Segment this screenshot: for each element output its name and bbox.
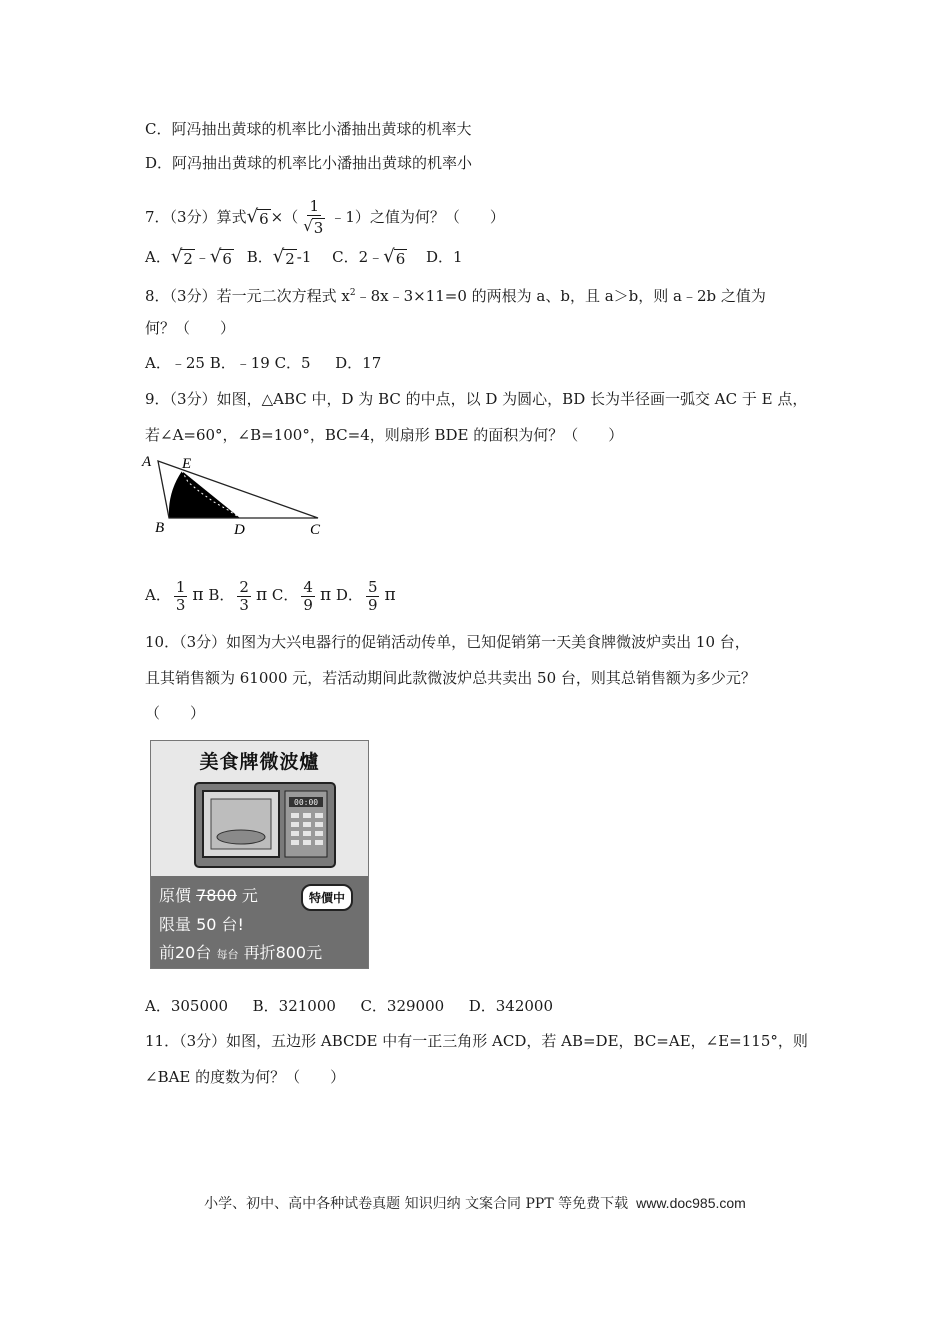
q7-option-a-label: A． [145,248,171,266]
flyer-original-price: 原價 7800 元 [159,886,258,905]
q9-stem-line1: 9．（3分）如图，△ABC 中，D 为 BC 的中点，以 D 为圆心，BD 长为半径画一弧交 AC 于 E 点， [145,390,808,408]
footer-text: 小学、初中、高中各种试卷真题 知识归纳 文案合同 PPT 等免费下载 [204,1196,629,1212]
triangle-figure [138,452,338,542]
q11-stem-line2: ∠BAE 的度数为何？（ ） [145,1068,346,1086]
q7-suffix: ﹣1）之值为何？（ ） [330,208,505,226]
q9-options: A． $\frac{1}{3}$ π B． $\frac{2}{3}$ π C． $\frac{4}{9}$ π D． $\frac{5}{9}$ π [145,577,396,614]
sqrt-6: √ 6 [246,206,269,228]
footer-url[interactable]: www.doc985.com [636,1195,746,1211]
page-footer [0,1193,950,1213]
label-d: D [234,522,245,538]
sqrt-6: √ 6 [383,246,406,268]
microwave-image [151,775,368,875]
q7-prefix: 7．（3分）算式 [145,208,247,226]
q7-fraction: 1 √ 3 [303,197,324,237]
svg-text:00:00: 00:00 [294,798,319,807]
q10-stem-line1: 10．（3分）如图为大兴电器行的促销活动传单，已知促销第一天美食牌微波炉卖出 10 台， [145,633,750,651]
q7-option-c-label: C．2﹣ [332,248,384,266]
label-c: C [310,522,321,538]
flyer-title: 美食牌微波爐 [199,751,320,773]
sqrt-2: √ 2 [272,246,295,268]
q8-stem-line2: 何？（ ） [145,319,236,337]
on-sale-badge: 特價中 [301,884,353,911]
fraction-5-9: $\frac{5}{9}$ [367,577,378,614]
sqrt-2: √ 2 [170,246,193,268]
q7-options: A． √ 2 ﹣ √ 6 B． √ 2 -1 C．2﹣ √ 6 D．1 [145,246,463,268]
q10-stem-line2: 且其销售额为 61000 元，若活动期间此款微波炉总共卖出 50 台，则其总销售额为多少元？ [145,669,756,687]
q9-stem-line2: 若∠A=60°，∠B=100°，BC=4，则扇形 BDE 的面积为何？（ ） [145,426,624,444]
q6-option-d: D．阿冯抽出黄球的机率比小潘抽出黄球的机率小 [145,154,473,172]
sqrt-6: √ 6 [209,246,232,268]
flyer-price-panel [151,876,368,968]
flyer-discount: 前20台 每台 再折800元 [159,943,323,962]
q6-option-c: C．阿冯抽出黄球的机率比小潘抽出黄球的机率大 [145,120,472,138]
flyer-limit: 限量 50 台! [159,915,244,934]
q7-option-b-label: B． [246,248,273,266]
q11-stem-line1: 11．（3分）如图，五边形 ABCDE 中有一正三角形 ACD，若 AB=DE，BC=AE，∠E=115°，则 [145,1032,808,1050]
label-b: B [155,520,165,536]
q10-options: A．305000 B．321000 C．329000 D．342000 [145,997,554,1015]
label-a: A [142,454,152,470]
fraction-2-3: $\frac{2}{3}$ [239,577,249,614]
q8-options: A．﹣25 B．﹣19 C．5 D．17 [145,354,382,372]
fraction-4-9: $\frac{4}{9}$ [303,577,313,614]
label-e: E [182,456,192,472]
microwave-flyer [150,740,369,969]
q10-stem-line3: （ ） [145,704,206,722]
fraction-1-3: $\frac{1}{3}$ [175,577,186,614]
q7-stem [145,198,505,238]
q7-times: ×（ [270,208,299,226]
q7-option-d: D．1 [426,248,463,266]
q8-stem-line1: 8．（3分）若一元二次方程式 $x^2﹣8x﹣3\times 11=0$ 的两根为 a、b，且 a＞b，则 a﹣2b 之值为 [145,287,766,305]
